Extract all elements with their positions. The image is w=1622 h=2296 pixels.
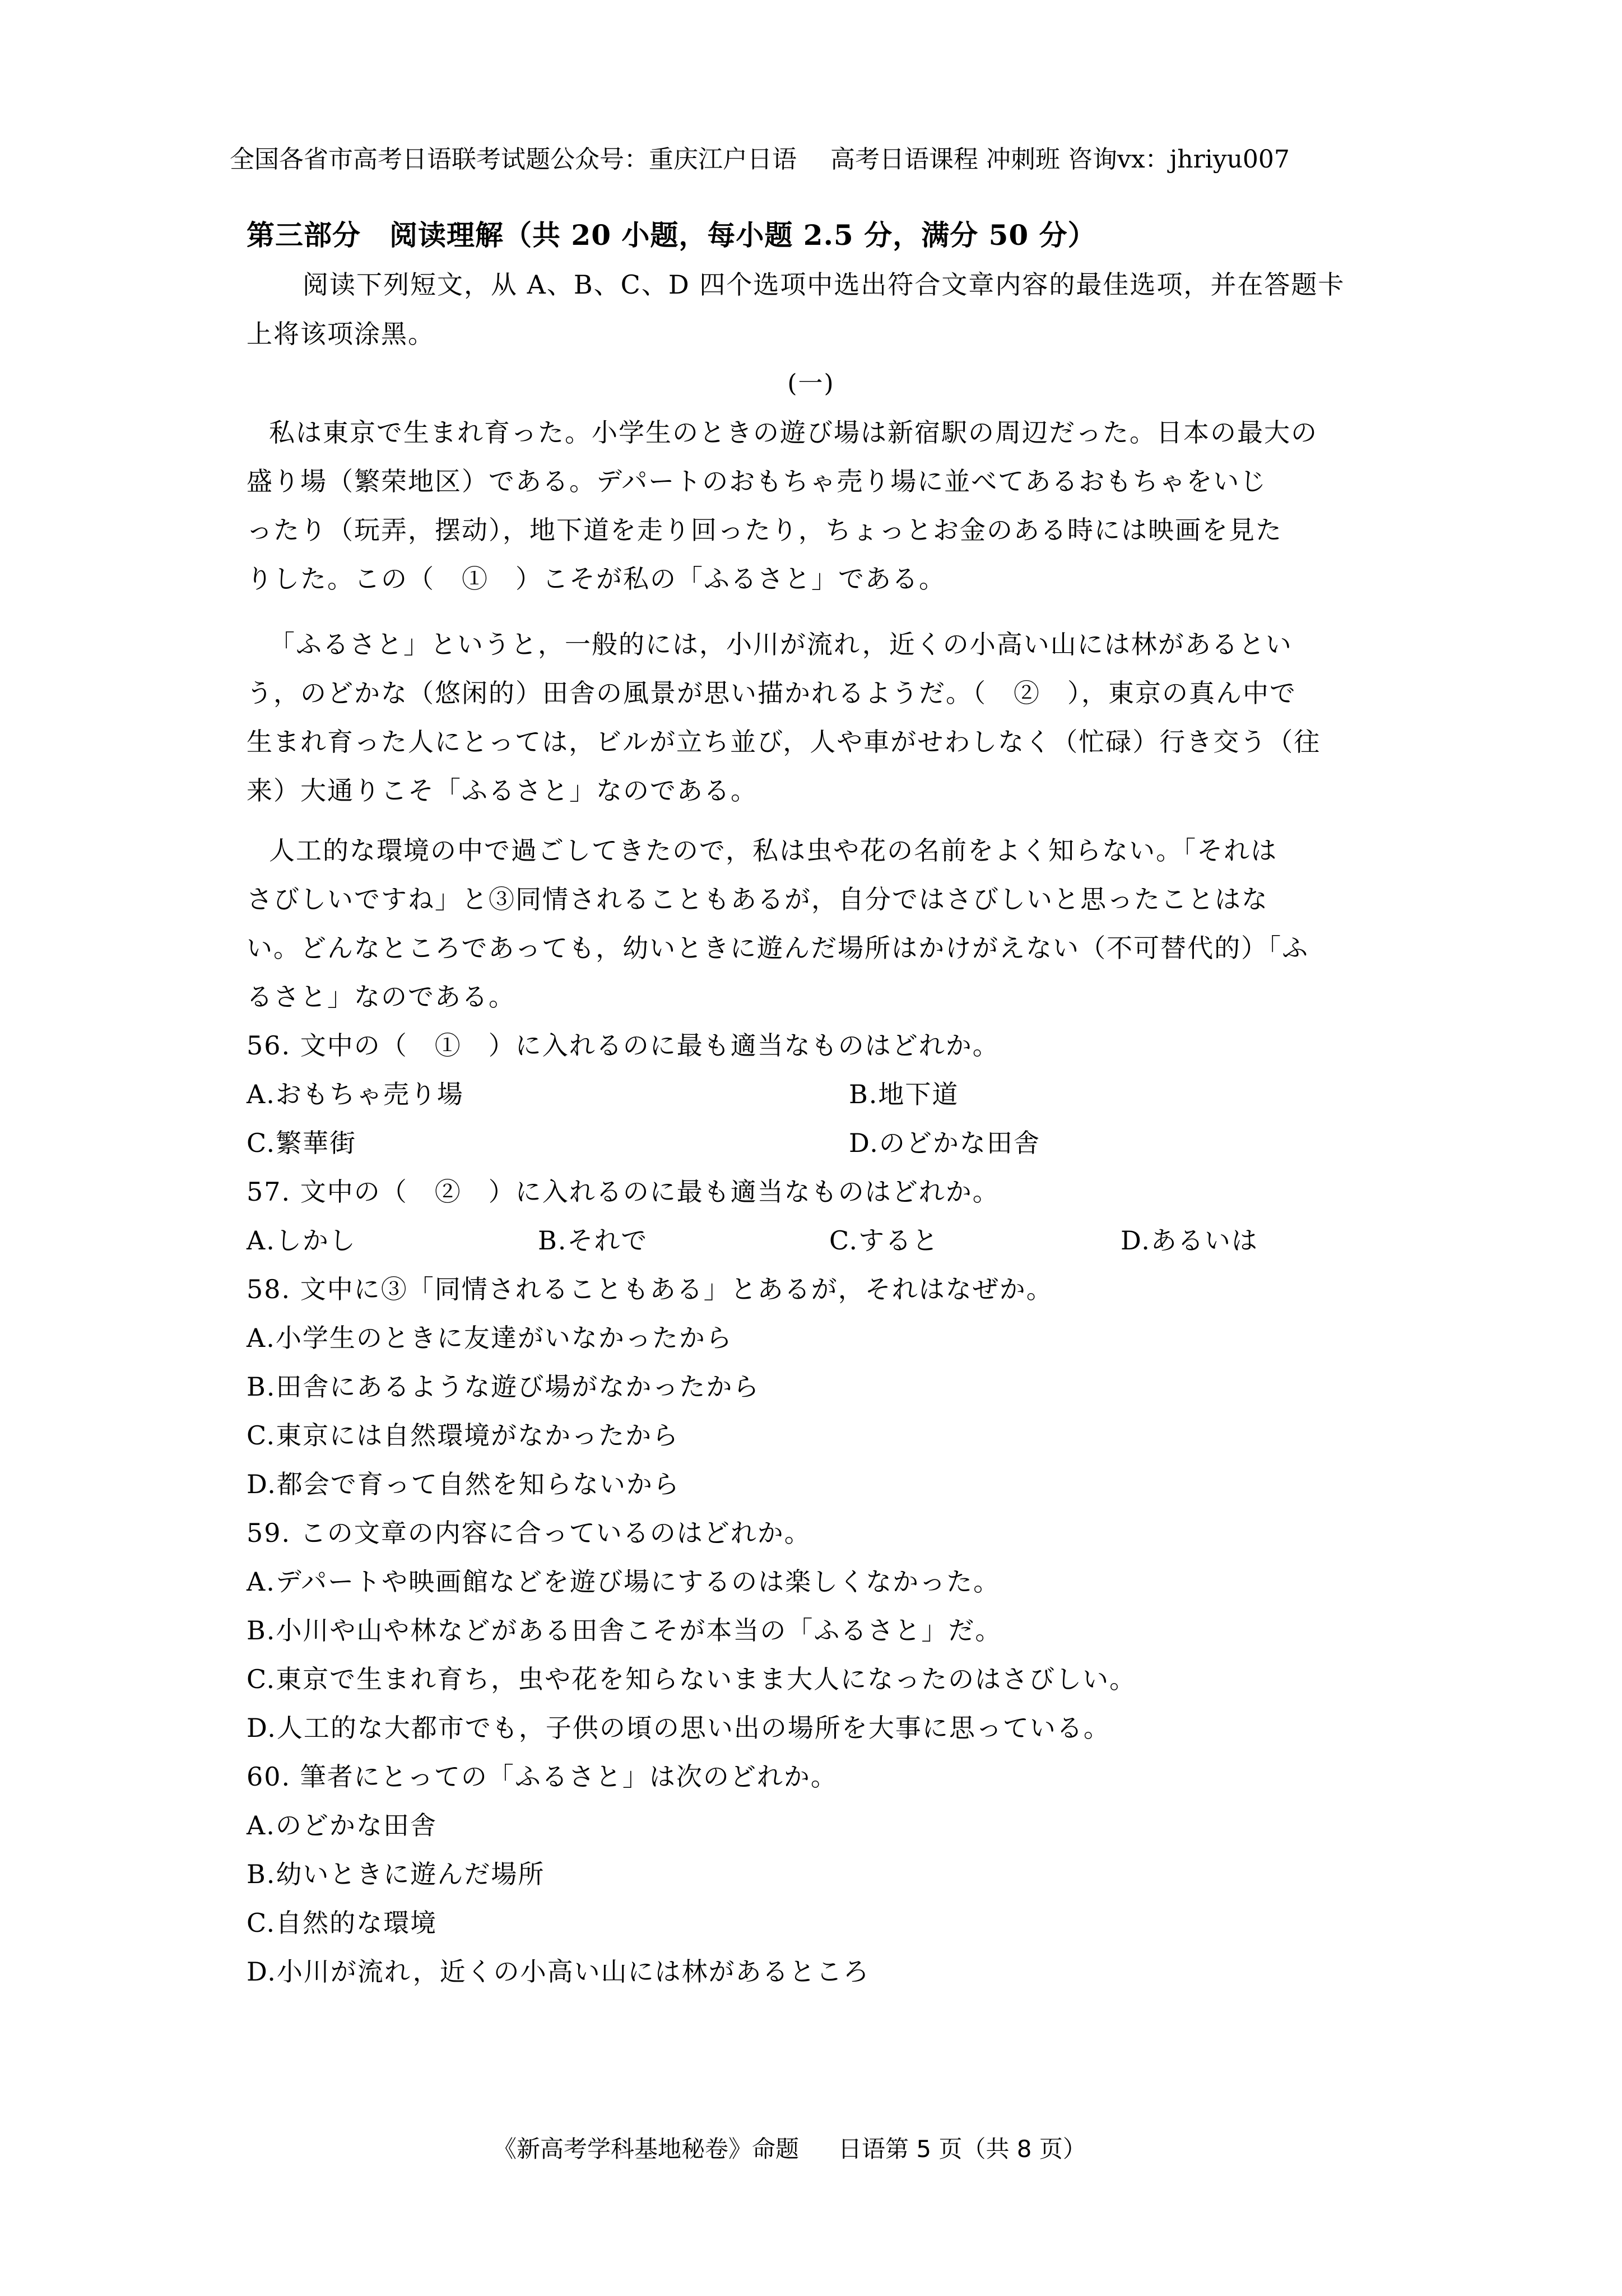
option-c[interactable]: C.東京には自然環境がなかったから bbox=[247, 1420, 680, 1451]
question-stem: 58. 文中に③「同情されることもある」とあるが，それはなぜか。 bbox=[247, 1274, 1053, 1304]
option-d[interactable]: D.小川が流れ，近くの小高い山には林があるところ bbox=[247, 1956, 870, 1987]
option-a[interactable]: A.おもちゃ売り場 bbox=[247, 1079, 464, 1109]
passage-line: 「ふるさと」というと，一般的には，小川が流れ，近くの小高い山には林があるとい bbox=[269, 629, 1293, 659]
option-b[interactable]: B.田舎にあるような遊び場がなかったから bbox=[247, 1372, 760, 1402]
option-b[interactable]: B.それで bbox=[538, 1225, 648, 1256]
option-a[interactable]: A.のどかな田舎 bbox=[247, 1810, 437, 1840]
header-right-text: 高考日语课程 冲刺班 咨询vx：jhriyu007 bbox=[830, 145, 1290, 174]
option-b[interactable]: B.地下道 bbox=[849, 1079, 959, 1109]
option-b[interactable]: B.小川や山や林などがある田舎こそが本当の「ふるさと」だ。 bbox=[247, 1615, 1002, 1646]
option-b[interactable]: B.幼いときに遊んだ場所 bbox=[247, 1859, 545, 1889]
question-stem: 57. 文中の（ ② ）に入れるのに最も適当なものはどれか。 bbox=[247, 1177, 1000, 1207]
instruction-line-1: 阅读下列短文，从 A、B、C、D 四个选项中选出符合文章内容的最佳选项，并在答题卡 bbox=[303, 269, 1345, 300]
header-left-text: 全国各省市高考日语联考试题公众号：重庆江户日语 bbox=[230, 145, 797, 174]
question-stem: 60. 筆者にとっての「ふるさと」は次のどれか。 bbox=[247, 1761, 838, 1792]
passage-line: 私は東京で生まれ育った。小学生のときの遊び場は新宿駅の周辺だった。日本の最大の bbox=[269, 417, 1318, 448]
option-c[interactable]: C.すると bbox=[829, 1225, 940, 1256]
option-d[interactable]: D.あるいは bbox=[1121, 1225, 1258, 1256]
option-d[interactable]: D.都会で育って自然を知らないから bbox=[247, 1469, 680, 1499]
option-a[interactable]: A.しかし bbox=[247, 1225, 356, 1256]
page-number: 日语第 5 页（共 8 页） bbox=[838, 2135, 1086, 2163]
question-stem: 59. この文章の内容に合っているのはどれか。 bbox=[247, 1518, 811, 1548]
passage-line: りした。この（ ① ）こそが私の「ふるさと」である。 bbox=[247, 564, 946, 594]
option-a[interactable]: A.小学生のときに友達がいなかったから bbox=[247, 1323, 733, 1353]
option-a[interactable]: A.デパートや映画館などを遊び場にするのは楽しくなかった。 bbox=[247, 1567, 1001, 1597]
option-d[interactable]: D.人工的な大都市でも，子供の頃の思い出の場所を大事に思っている。 bbox=[247, 1713, 1110, 1743]
section-title: 第三部分 阅读理解（共 20 小题，每小题 2.5 分，满分 50 分） bbox=[247, 219, 1096, 252]
passage-line: 盛り場（繁荣地区）である。デパートのおもちゃ売り場に並べてあるおもちゃをいじ bbox=[247, 466, 1267, 496]
page-footer bbox=[493, 2134, 1086, 2165]
page-header bbox=[230, 143, 1290, 176]
footer-left-text: 《新高考学科基地秘卷》命题 bbox=[493, 2135, 800, 2163]
passage-line: るさと」なのである。 bbox=[247, 982, 515, 1012]
passage-line: 来）大通りこそ「ふるさと」なのである。 bbox=[247, 775, 757, 806]
instruction-line-2: 上将该项涂黑。 bbox=[247, 319, 435, 349]
option-c[interactable]: C.東京で生まれ育ち，虫や花を知らないまま大人になったのはさびしい。 bbox=[247, 1664, 1137, 1694]
passage-line: い。どんなところであっても，幼いときに遊んだ場所はかけがえない（不可替代的）「ふ bbox=[247, 933, 1309, 963]
passage-line: さびしいですね」と③同情されることもあるが，自分ではさびしいと思ったことはな bbox=[247, 884, 1268, 914]
question-stem: 56. 文中の（ ① ）に入れるのに最も適当なものはどれか。 bbox=[247, 1030, 1000, 1061]
passage-line: 人工的な環境の中で過ごしてきたので，私は虫や花の名前をよく知らない。「それは bbox=[269, 835, 1278, 866]
option-d[interactable]: D.のどかな田舎 bbox=[849, 1128, 1040, 1158]
passage-line: う，のどかな（悠闲的）田舎の風景が思い描かれるようだ。（ ② ），東京の真ん中で bbox=[247, 678, 1296, 708]
passage-number: (一) bbox=[787, 369, 835, 398]
passage-line: ったり（玩弄，摆动），地下道を走り回ったり，ちょっとお金のある時には映画を見た bbox=[247, 515, 1282, 545]
option-c[interactable]: C.自然的な環境 bbox=[247, 1908, 438, 1938]
option-c[interactable]: C.繁華街 bbox=[247, 1128, 357, 1158]
passage-line: 生まれ育った人にとっては，ビルが立ち並び，人や車がせわしなく（忙碌）行き交う（往 bbox=[247, 727, 1321, 757]
